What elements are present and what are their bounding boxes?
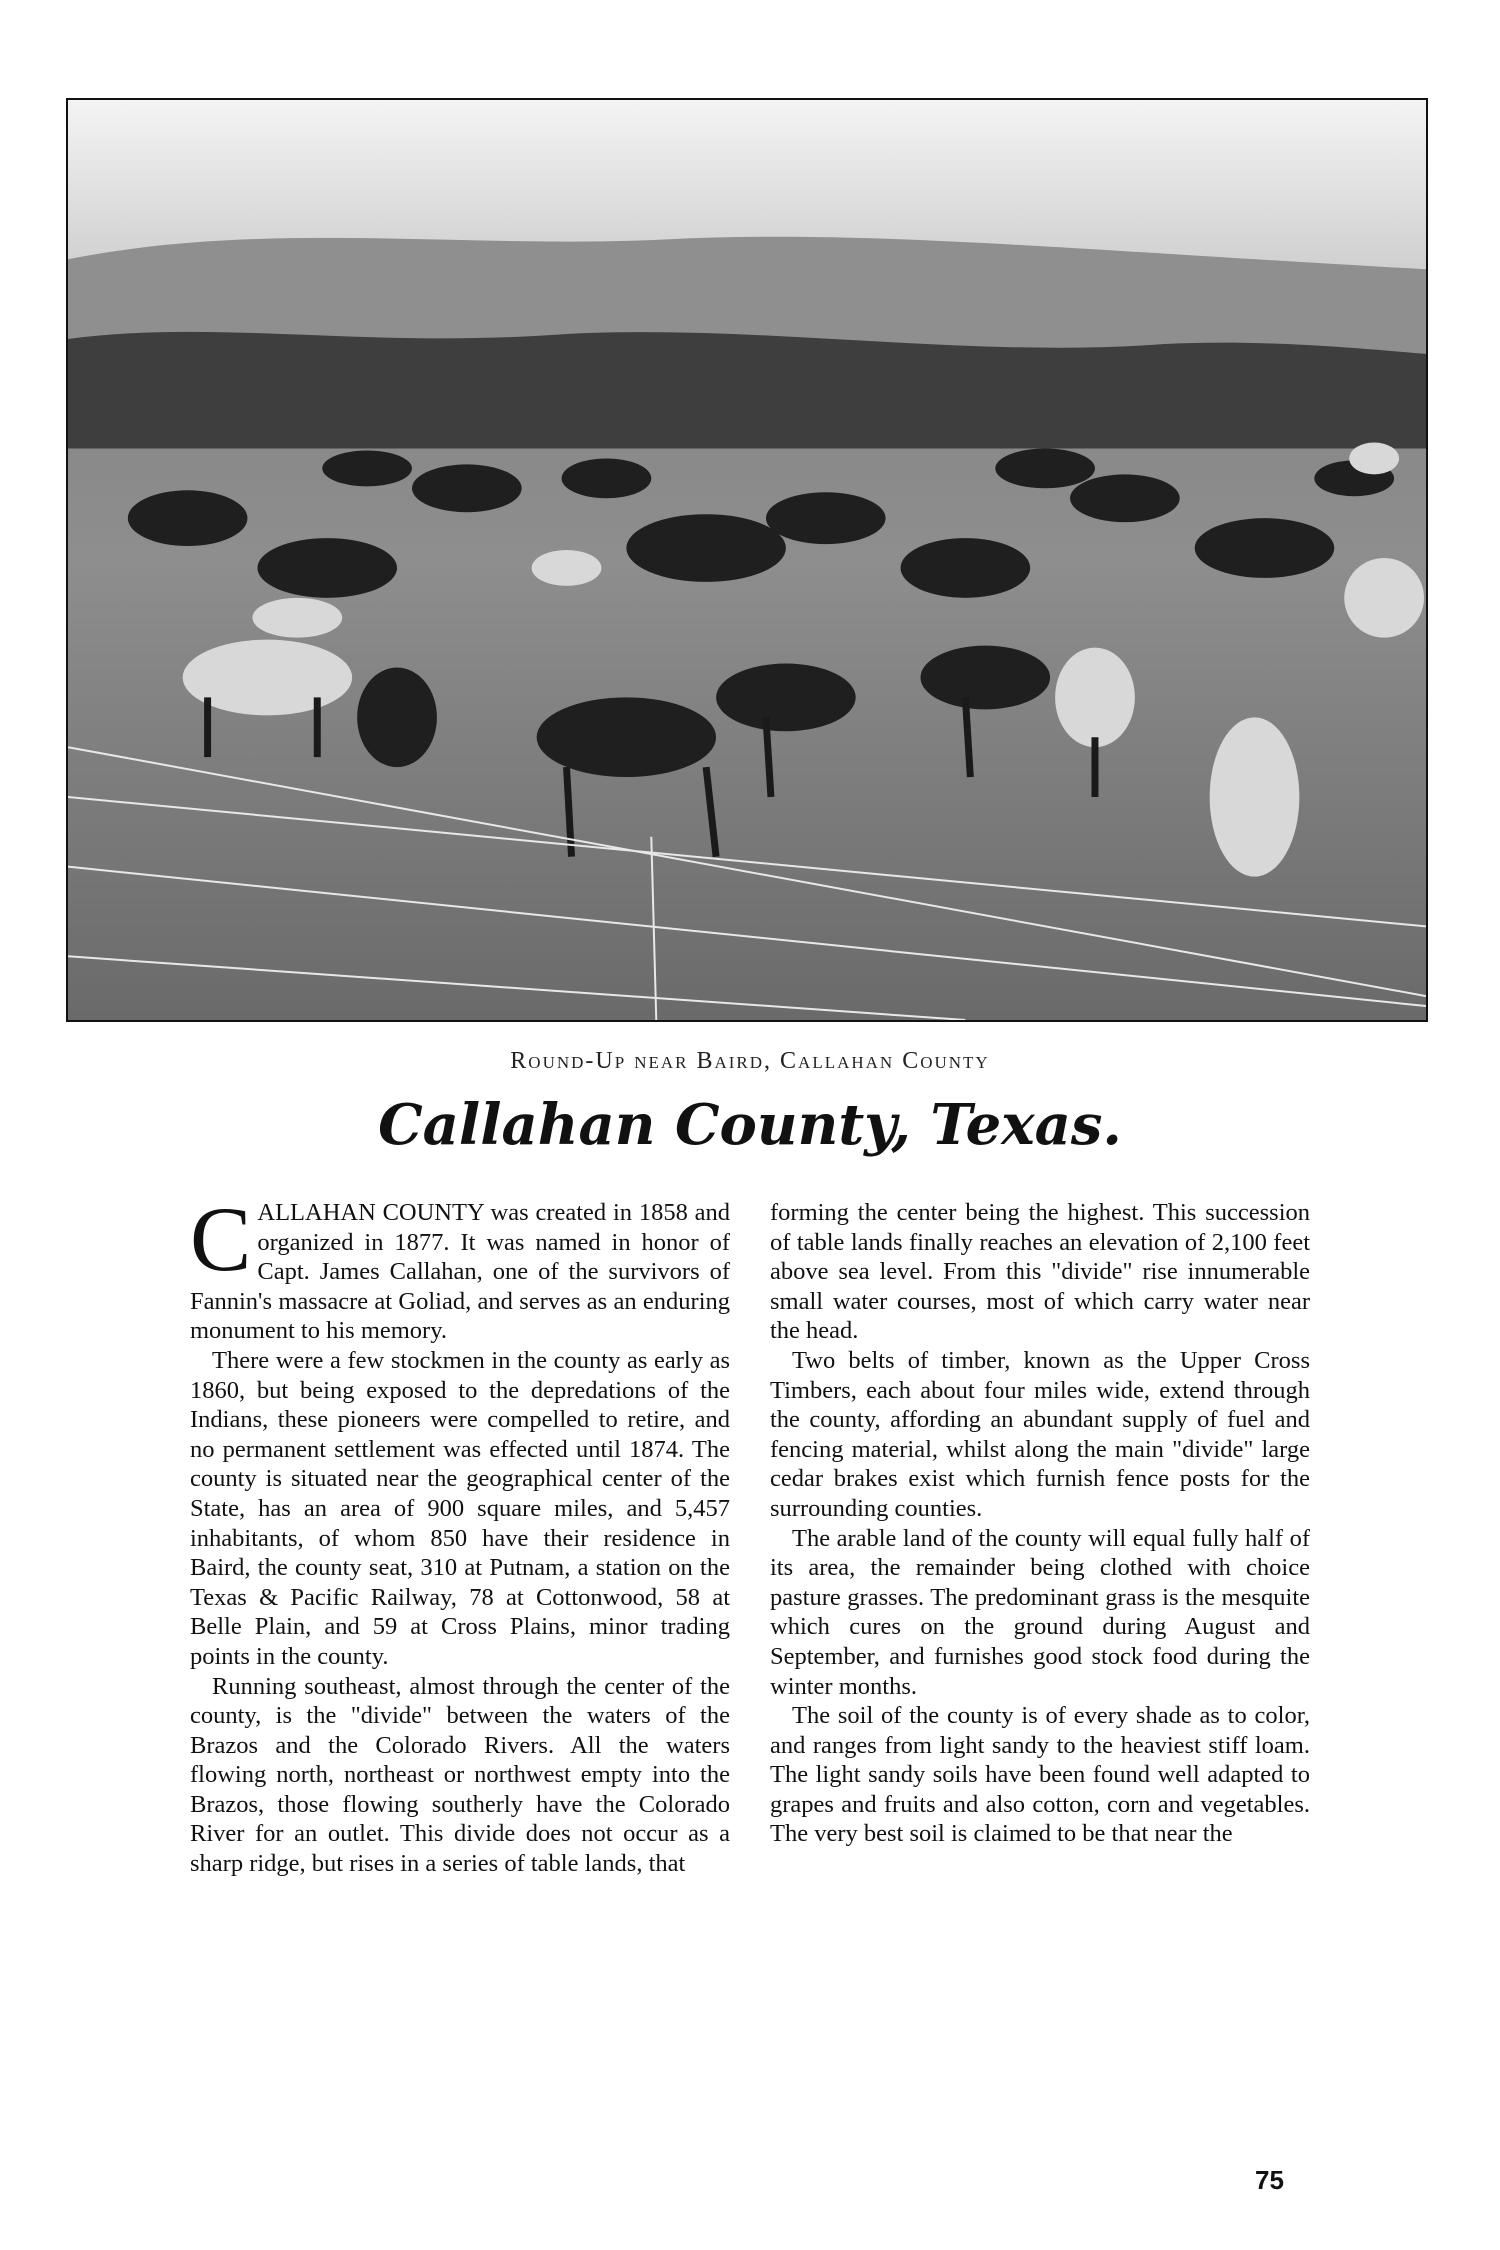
cattle-roundup-photo — [66, 98, 1428, 1022]
article-right-column — [770, 1198, 1310, 1849]
article-paragraph: There were a few stockmen in the county as early as 1860, but being exposed to the depredations of the Indians, these pioneers were compelled to retire, and no permanent settlement was effected until 1874. The county is situated near the geographical center of the State, has an area of 900 square miles, and 5,457 inhabitants, of whom 850 have their residence in Baird, the county seat, 310 at Putnam, a station on the Texas & Pacific Railway, 78 at Cottonwood, 58 at Belle Plain, and 59 at Cross Plains, minor trading points in the county. — [190, 1346, 730, 1670]
photo-caption: Round-Up near Baird, Callahan County — [510, 1048, 990, 1074]
article-paragraph: The soil of the county is of every shade as to color, and ranges from light sandy to the heaviest stiff loam. The light sandy soils have been found well adapted to grapes and fruits and also cotton, corn and vegetables. The very best soil is claimed to be that near the — [770, 1702, 1310, 1848]
article-paragraph: Running southeast, almost through the center of the county, is the "divide" between the waters of the Brazos and the Colorado Rivers. All the waters flowing north, northeast or northwest empty into the Brazos, those flowing southerly have the Colorado River for an outlet. This divide does not occur as a sharp ridge, but rises in a series of table lands, that — [190, 1672, 730, 1878]
paragraph-text: ALLAHAN COUNTY was created in 1858 and organized in 1877. It was named in honor of Capt. James Callahan, one of the survivors of Fannin's massacre at Goliad, and serves as an enduring monument to his memory. — [190, 1199, 730, 1345]
article-paragraph: The arable land of the county will equal fully half of its area, the remainder being clothed with choice pasture grasses. The predominant grass is the mesquite which cures on the ground during August and September, and furnishes good stock food during the winter months. — [770, 1524, 1310, 1700]
photo-illustration — [68, 100, 1426, 1020]
article-paragraph: Two belts of timber, known as the Upper Cross Timbers, each about four miles wide, extend through the county, affording an abundant supply of fuel and fencing material, whilst along the main "divide" large cedar brakes exist which furnish fence posts for the surrounding counties. — [770, 1346, 1310, 1522]
article-title: Callahan County, Texas. — [378, 1092, 1122, 1158]
page-number: 75 — [1255, 2165, 1284, 2195]
article-left-column — [190, 1188, 730, 1879]
article-paragraph: forming the center being the highest. This succession of table lands finally reaches an elevation of 2,100 feet above sea level. From this "divide" rise innumerable small water courses, most of which carry water near the head. — [770, 1199, 1310, 1345]
article-paragraph — [190, 1188, 730, 1346]
drop-cap: C — [190, 1188, 252, 1290]
